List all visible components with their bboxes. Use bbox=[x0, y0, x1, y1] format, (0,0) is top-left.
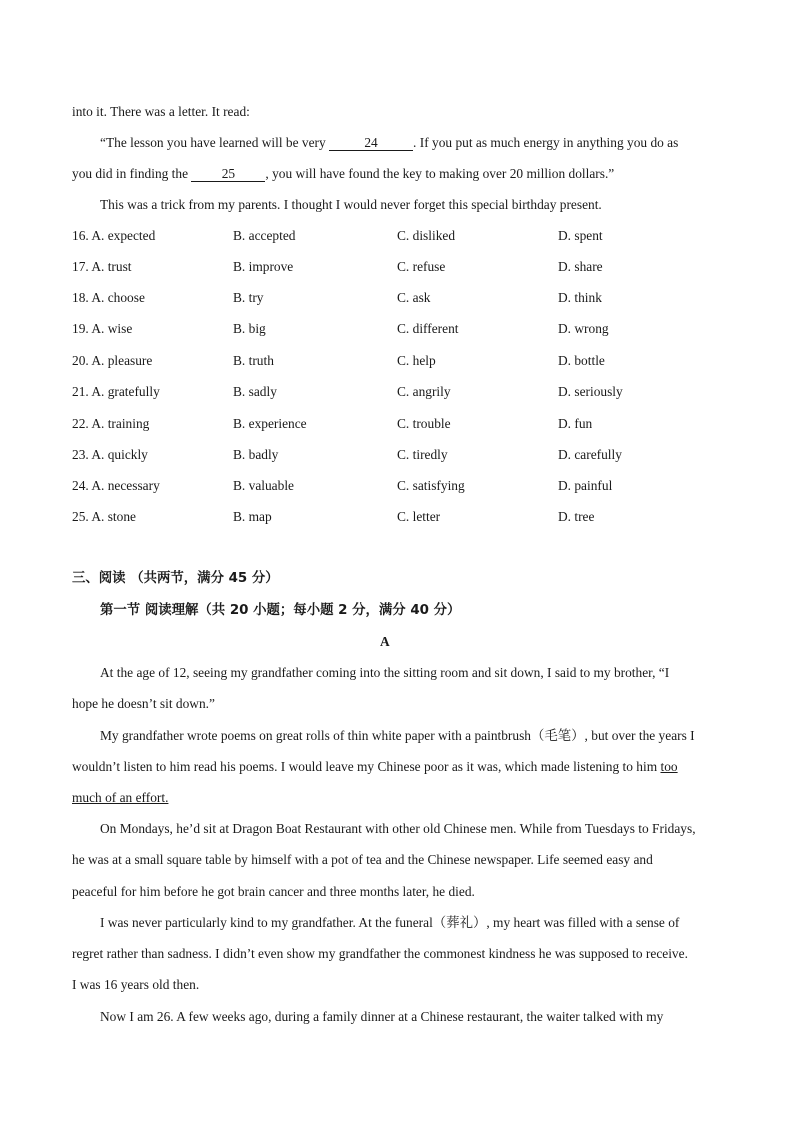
option-c: C. refuse bbox=[397, 259, 446, 274]
option-d: D. spent bbox=[558, 228, 603, 243]
option-c: C. angrily bbox=[397, 384, 451, 399]
cloze-line-1 bbox=[100, 134, 678, 152]
option-d: D. share bbox=[558, 259, 603, 274]
option-a: 16. A. expected bbox=[72, 228, 156, 243]
option-c: C. different bbox=[397, 321, 459, 336]
option-b: B. badly bbox=[233, 447, 279, 462]
passage-text: wouldn’t listen to him read his poems. I would leave my Chinese poor as it was, which made listening to him bbox=[72, 759, 661, 774]
option-a: 21. A. gratefully bbox=[72, 384, 160, 399]
option-c: C. satisfying bbox=[397, 478, 465, 493]
passage-line: Now I am 26. A few weeks ago, during a family dinner at a Chinese restaurant, the waiter talked with my bbox=[100, 1009, 664, 1024]
blank-25: 25 bbox=[191, 167, 265, 182]
section-subheading: 第一节 阅读理解（共 20 小题；每小题 2 分，满分 40 分） bbox=[100, 603, 461, 618]
option-a: 25. A. stone bbox=[72, 509, 136, 524]
option-c: C. tiredly bbox=[397, 447, 448, 462]
option-a: 24. A. necessary bbox=[72, 478, 160, 493]
option-b: B. truth bbox=[233, 353, 274, 368]
cloze-line-3: This was a trick from my parents. I thought I would never forget this special birthday present. bbox=[100, 197, 602, 212]
underlined-phrase: much of an effort. bbox=[72, 790, 169, 805]
option-b: B. big bbox=[233, 321, 266, 336]
section-heading: 三、阅读 （共两节，满分 45 分） bbox=[72, 571, 279, 586]
option-d: D. painful bbox=[558, 478, 613, 493]
blank-24: 24 bbox=[329, 136, 413, 151]
passage-line: hope he doesn’t sit down.” bbox=[72, 696, 215, 711]
option-a: 23. A. quickly bbox=[72, 447, 148, 462]
underlined-phrase: too bbox=[660, 759, 678, 774]
option-c: C. help bbox=[397, 353, 436, 368]
cloze-line-2-pre: you did in finding the bbox=[72, 166, 192, 181]
option-d: D. fun bbox=[558, 416, 593, 431]
option-a: 20. A. pleasure bbox=[72, 353, 153, 368]
option-d: D. think bbox=[558, 290, 602, 305]
option-b: B. try bbox=[233, 290, 264, 305]
option-a: 19. A. wise bbox=[72, 321, 133, 336]
cloze-line-0: into it. There was a letter. It read: bbox=[72, 104, 250, 119]
option-d: D. wrong bbox=[558, 321, 609, 336]
option-b: B. experience bbox=[233, 416, 307, 431]
option-d: D. bottle bbox=[558, 353, 605, 368]
option-a: 18. A. choose bbox=[72, 290, 145, 305]
cloze-line-1-post: . If you put as much energy in anything you do as bbox=[413, 135, 679, 150]
passage-line: I was 16 years old then. bbox=[72, 977, 200, 992]
passage-line: regret rather than sadness. I didn’t even show my grandfather the commonest kindness he was supposed to receive. bbox=[72, 946, 688, 961]
passage-label: A bbox=[380, 634, 390, 649]
option-b: B. accepted bbox=[233, 228, 296, 243]
option-d: D. carefully bbox=[558, 447, 622, 462]
option-b: B. sadly bbox=[233, 384, 277, 399]
option-b: B. valuable bbox=[233, 478, 294, 493]
option-c: C. letter bbox=[397, 509, 441, 524]
option-a: 22. A. training bbox=[72, 416, 150, 431]
option-b: B. map bbox=[233, 509, 272, 524]
cloze-line-2-post: , you will have found the key to making over 20 million dollars.” bbox=[265, 166, 615, 181]
cloze-line-2 bbox=[72, 165, 614, 183]
passage-line bbox=[72, 758, 678, 776]
option-d: D. seriously bbox=[558, 384, 623, 399]
passage-line: peaceful for him before he got brain cancer and three months later, he died. bbox=[72, 884, 475, 899]
passage-line: At the age of 12, seeing my grandfather coming into the sitting room and sit down, I said to my brother, “I bbox=[100, 665, 670, 680]
passage-line: On Mondays, he’d sit at Dragon Boat Restaurant with other old Chinese men. While from Tuesdays to Fridays, bbox=[100, 821, 696, 836]
option-c: C. ask bbox=[397, 290, 431, 305]
passage-line: he was at a small square table by himself with a pot of tea and the Chinese newspaper. Life seemed easy and bbox=[72, 852, 653, 867]
option-d: D. tree bbox=[558, 509, 595, 524]
option-c: C. trouble bbox=[397, 416, 451, 431]
passage-line: My grandfather wrote poems on great rolls of thin white paper with a paintbrush（毛笔）, but over the years I bbox=[100, 728, 695, 743]
option-a: 17. A. trust bbox=[72, 259, 132, 274]
cloze-line-1-pre: “The lesson you have learned will be very bbox=[100, 135, 330, 150]
passage-line: I was never particularly kind to my grandfather. At the funeral（葬礼）, my heart was filled with a sense of bbox=[100, 915, 680, 930]
option-b: B. improve bbox=[233, 259, 294, 274]
option-c: C. disliked bbox=[397, 228, 456, 243]
